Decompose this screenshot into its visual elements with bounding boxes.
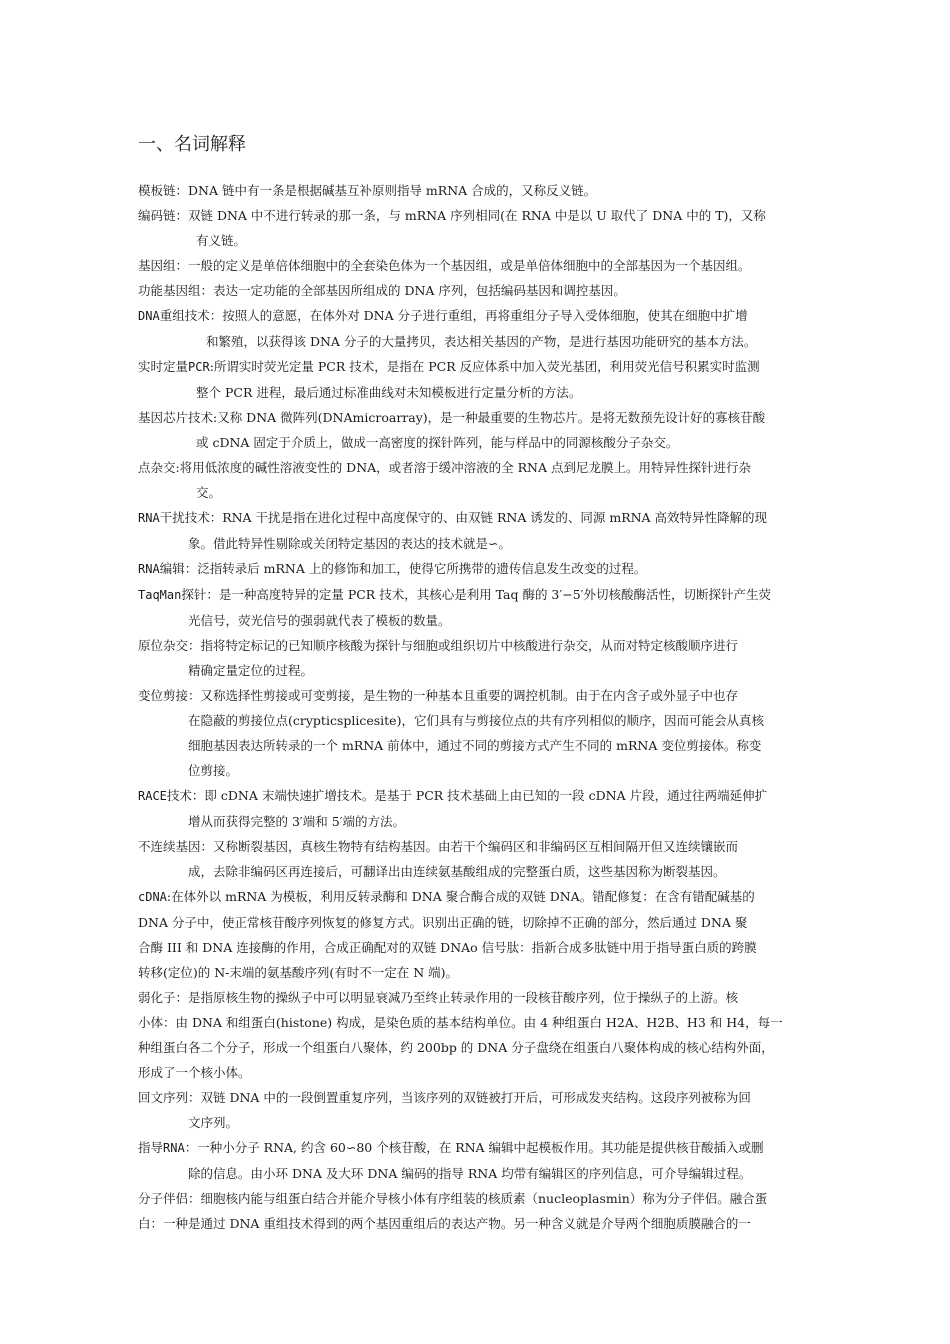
definition-line: 细胞基因表达所转录的一个 mRNA 前体中，通过不同的剪接方式产生不同的 mRNA 变位剪接体。称变 — [188, 738, 762, 753]
term-code: DNA — [138, 309, 160, 323]
definition-text: 重组技术：按照人的意愿，在体外对 DNA 分子进行重组，再将重组分子导入受体细胞，使其在细胞中扩增 — [159, 308, 748, 323]
definition-line — [138, 582, 818, 608]
definition-line: 变位剪接：又称选择性剪接或可变剪接，是生物的一种基本且重要的调控机制。由于在内含子或外显子中也存 — [138, 688, 739, 703]
definition-line: 形成了一个核小体。 — [138, 1065, 251, 1080]
definition-line: 交。 — [196, 485, 222, 500]
definition-text: :在体外以 mRNA 为模板，利用反转录酶和 DNA 聚合酶合成的双链 DNA。错配修复：在含有错配碱基的 — [166, 889, 755, 904]
definition-line: 合酶 III 和 DNA 连接酶的作用，合成正确配对的双链 DNAo 信号肽：指新合成多肽链中用于指导蛋白质的跨膜 — [138, 940, 757, 955]
term-code: cDNA — [138, 890, 167, 904]
definition-line — [138, 303, 818, 329]
definition-line: 位剪接。 — [188, 763, 239, 778]
definition-line: 点杂交:将用低浓度的碱性溶液变性的 DNA，或者溶于缓冲溶液的全 RNA 点到尼龙膜上。用特异性探针进行杂 — [138, 460, 751, 475]
definition-line — [138, 884, 818, 910]
definition-line — [138, 783, 818, 809]
definition-line: 基因组：一般的定义是单倍体细胞中的全套染色体为一个基因组，或是单倍体细胞中的全部基因为一个基因组。 — [138, 258, 751, 273]
definition-line: 在隐蔽的剪接位点(crypticsplicesite)，它们具有与剪接位点的共有序列相似的顺序，因而可能会从真核 — [188, 713, 764, 728]
definition-line: 种组蛋白各二个分子，形成一个组蛋白八聚体，约 200bp 的 DNA 分子盘绕在组蛋白八聚体构成的核心结构外面， — [138, 1040, 774, 1055]
definition-line: 小体：由 DNA 和组蛋白(histone) 构成，是染色质的基本结构单位。由 4 种组蛋白 H2A、H2B、H3 和 H4，每一 — [138, 1015, 783, 1030]
definitions-body — [138, 178, 818, 1236]
term-code: RNA — [138, 511, 160, 525]
definition-line: 原位杂交：指将特定标记的已知顺序核酸为探针与细胞或组织切片中核酸进行杂交，从而对特定核酸顺序进行 — [138, 638, 739, 653]
section-heading: 一、名词解释 — [138, 134, 246, 155]
term-text: 实时定量 — [138, 359, 189, 374]
term-code: RNA — [163, 1141, 185, 1155]
definition-line: 或 cDNA 固定于介质上，做成一高密度的探针阵列，能与样品中的同源核酸分子杂交。 — [196, 435, 679, 450]
term-code: RNA — [138, 562, 160, 576]
definition-line: 回文序列：双链 DNA 中的一段倒置重复序列，当该序列的双链被打开后，可形成发夹结构。这段序列被称为回 — [138, 1090, 751, 1105]
definition-line: 转移(定位)的 N-末端的氨基酸序列(有时不一定在 N 端)。 — [138, 965, 459, 980]
definition-line — [138, 556, 818, 582]
definition-text: 技术：即 cDNA 末端快速扩增技术。是基于 PCR 技术基础上由已知的一段 cDNA 片段，通过往两端延伸扩 — [166, 788, 768, 803]
definition-line — [138, 505, 818, 531]
definition-line: 模板链：DNA 链中有一条是根据碱基互补原则指导 mRNA 合成的，又称反义链。 — [138, 183, 597, 198]
definition-line — [138, 354, 818, 380]
definition-line: 增从而获得完整的 3′端和 5′端的方法。 — [188, 814, 406, 829]
definition-line: 分子伴侣：细胞核内能与组蛋白结合并能介导核小体有序组装的核质素（nucleoplasmin）称为分子伴侣。融合蛋 — [138, 1191, 768, 1206]
definition-line — [138, 1135, 818, 1161]
definition-line: 功能基因组：表达一定功能的全部基因所组成的 DNA 序列，包括编码基因和调控基因。 — [138, 283, 626, 298]
term-code: RACE — [138, 789, 167, 803]
definition-line: 文序列。 — [188, 1115, 239, 1130]
definition-line: 整个 PCR 进程，最后通过标准曲线对未知模板进行定量分析的方法。 — [196, 385, 582, 400]
definition-text: 编辑：泛指转录后 mRNA 上的修饰和加工，使得它所携带的遗传信息发生改变的过程。 — [159, 561, 647, 576]
definition-line: 精确定量定位的过程。 — [188, 663, 314, 678]
definition-line: 编码链：双链 DNA 中不进行转录的那一条，与 mRNA 序列相同(在 RNA 中是以 U 取代了 DNA 中的 T)，又称 — [138, 208, 766, 223]
definition-line: 光信号，荧光信号的强弱就代表了模板的数量。 — [188, 613, 451, 628]
definition-text: 干扰技术：RNA 干扰是指在进化过程中高度保守的、由双链 RNA 诱发的、同源 mRNA 高效特异性降解的现 — [159, 510, 768, 525]
definition-line: 白：一种是通过 DNA 重组技术得到的两个基因重组后的表达产物。另一种含义就是介导两个细胞质膜融合的一 — [138, 1216, 751, 1231]
definition-line: 除的信息。由小环 DNA 及大环 DNA 编码的指导 RNA 均带有编辑区的序列信息，可介导编辑过程。 — [188, 1166, 752, 1181]
definition-text: 探针：是一种高度特异的定量 PCR 技术，其核心是利用 Taq 酶的 3′−5′外切核酸酶活性，切断探针产生荧 — [181, 587, 771, 602]
definition-line: 和繁殖，以获得该 DNA 分子的大量拷贝，表达相关基因的产物，是进行基因功能研究的基本方法。 — [206, 334, 757, 349]
term-code: TaqMan — [138, 588, 182, 602]
definition-line: 象。借此特异性剔除或关闭特定基因的表达的技术就是∽。 — [188, 536, 511, 551]
term-code: PCR — [188, 360, 210, 374]
term-text: 指导 — [138, 1140, 164, 1155]
definition-line: 基因芯片技术:又称 DNA 微阵列(DNAmicroarray)，是一种最重要的生物芯片。是将无数预先设计好的寡核苷酸 — [138, 410, 766, 425]
definition-line: 弱化子：是指原核生物的操纵子中可以明显衰减乃至终止转录作用的一段核苷酸序列，位于操纵子的上游。核 — [138, 990, 739, 1005]
definition-line: DNA 分子中，使正常核苷酸序列恢复的修复方式。识别出正确的链，切除掉不正确的部分，然后通过 DNA 聚 — [138, 915, 748, 930]
definition-text: ：一种小分子 RNA, 约含 60∽80 个核苷酸，在 RNA 编辑中起模板作用。其功能是提供核苷酸插入或删 — [184, 1140, 764, 1155]
definition-line: 不连续基因：又称断裂基因，真核生物特有结构基因。由若干个编码区和非编码区互相间隔开但又连续镶嵌而 — [138, 839, 739, 854]
definition-line: 成，去除非编码区再连接后，可翻译出由连续氨基酸组成的完整蛋白质，这些基因称为断裂基因。 — [188, 864, 726, 879]
definition-text: :所谓实时荧光定量 PCR 技术，是指在 PCR 反应体系中加入荧光基团，利用荧光信号积累实时监测 — [209, 359, 760, 374]
definition-line: 有义链。 — [196, 233, 247, 248]
